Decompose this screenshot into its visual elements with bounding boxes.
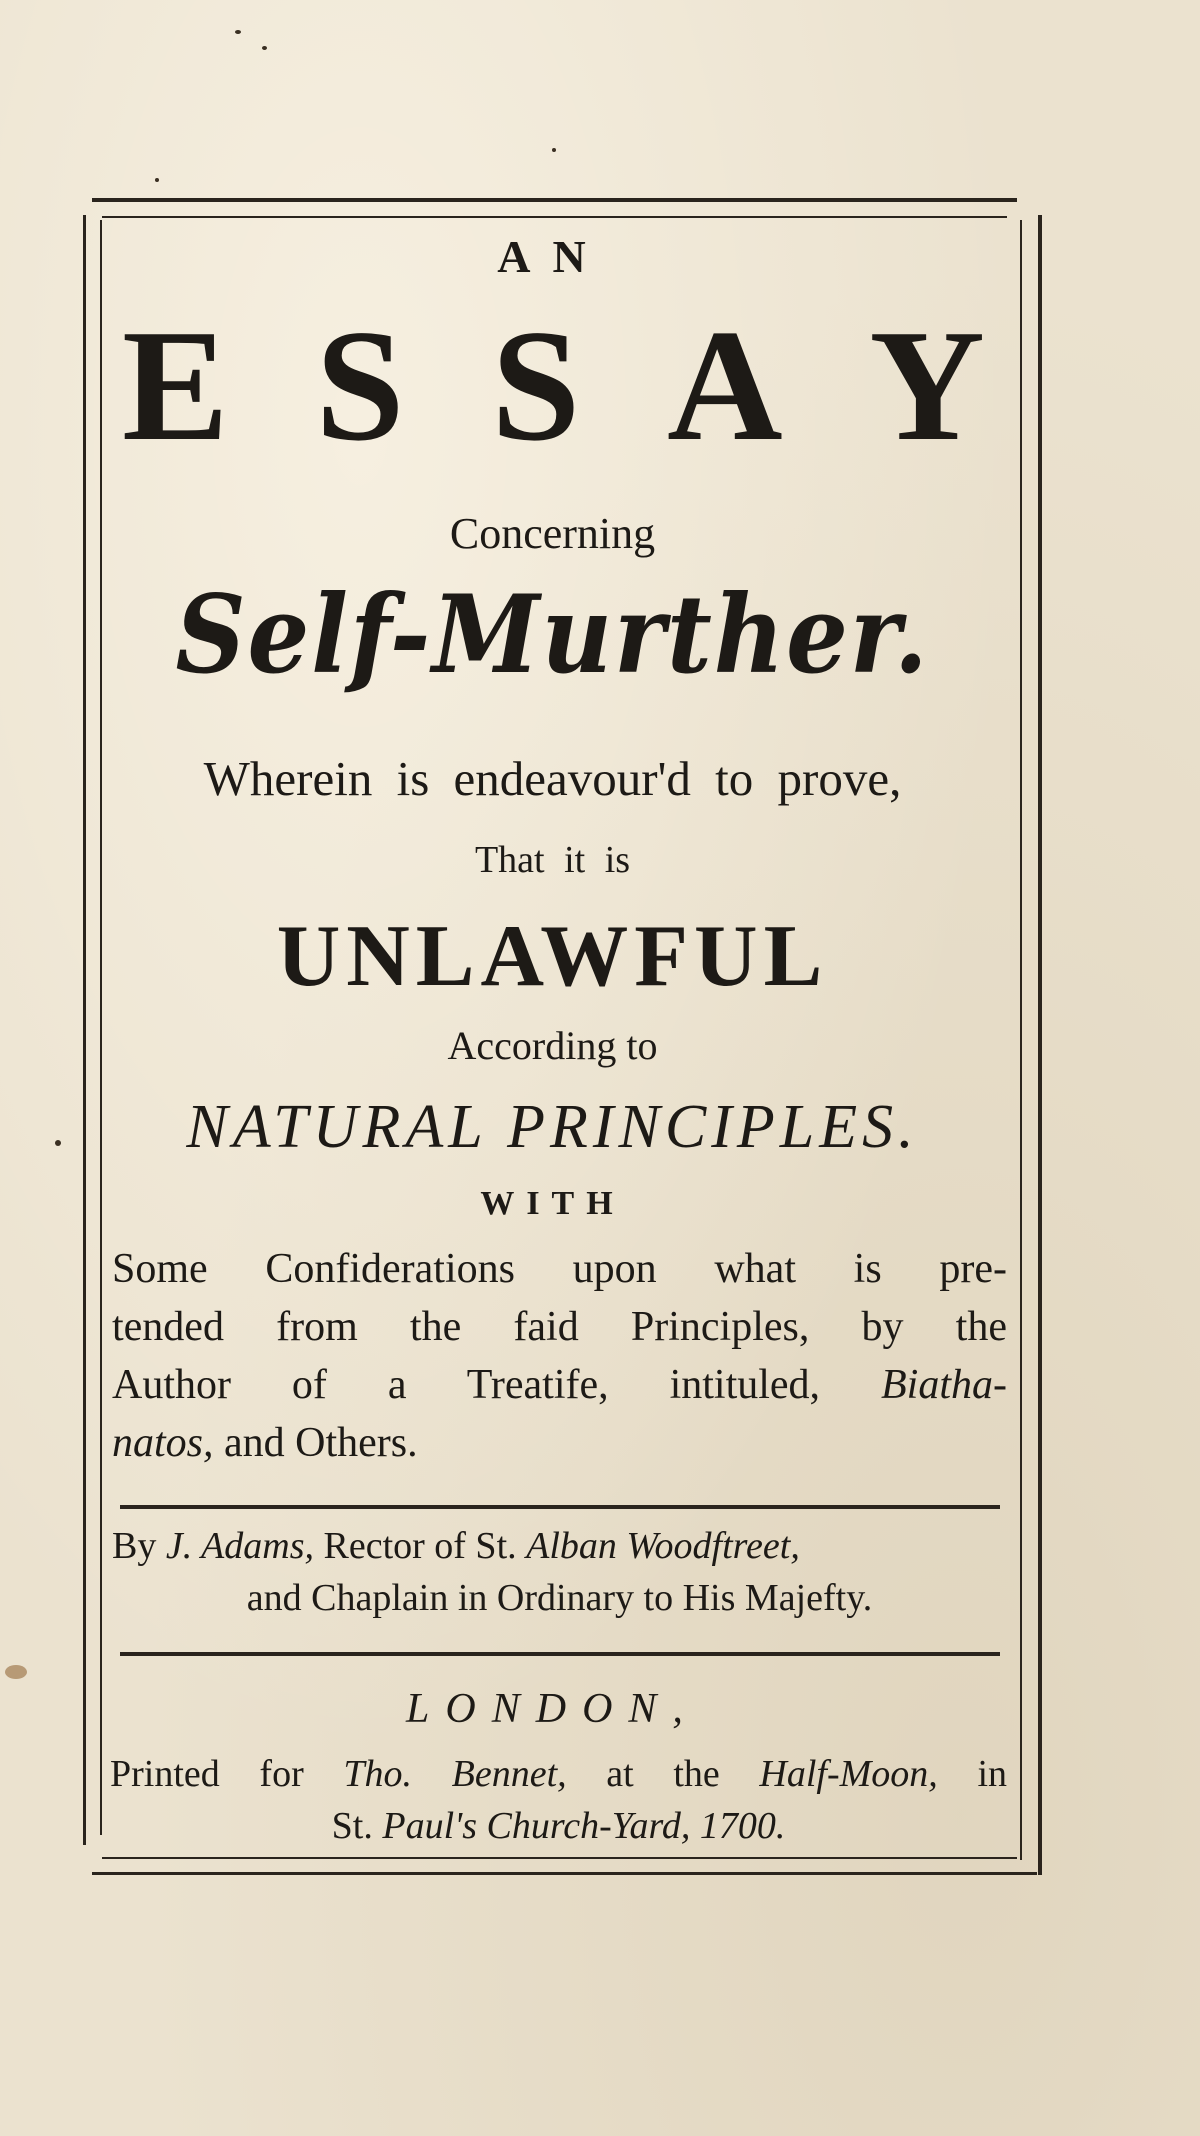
divider-rule-lower [120, 1652, 1000, 1656]
frame-right-rule [1038, 215, 1042, 1875]
imprint-text: Printed for [110, 1753, 304, 1795]
divider-rule-upper [120, 1505, 1000, 1509]
frame-right-rule-inner [1020, 220, 1022, 1860]
imprint-text: St. [331, 1805, 373, 1847]
essay-letter: A [667, 296, 783, 474]
that-it-is-line: That it is [474, 839, 631, 881]
imprint-text: at the [606, 1753, 720, 1795]
byline-parish: Alban Woodftreet, [526, 1525, 800, 1567]
considerations-line [112, 1414, 1007, 1472]
essay-letter: E [122, 296, 229, 474]
unlawful-heading: UNLAWFUL [276, 908, 829, 1005]
considerations-text: and Others. [224, 1420, 418, 1466]
paper-speck [552, 148, 556, 152]
byline-rector: Rector of St. [323, 1525, 517, 1567]
with-line: WITH [480, 1185, 625, 1222]
author-name: J. Adams, [165, 1525, 314, 1567]
essay-letter: S [491, 296, 581, 474]
considerations-italic: Biatha- [881, 1362, 1007, 1408]
imprint-line [110, 1748, 1007, 1800]
byline-line: and Chaplain in Ordinary to His Majefty. [246, 1577, 873, 1619]
wherein-line: Wherein is endeavour'd to prove, [203, 751, 902, 806]
imprint-year: 1700. [699, 1805, 786, 1847]
author-byline [112, 1520, 1007, 1624]
considerations-italic: natos, [112, 1420, 214, 1466]
according-to-line: According to [447, 1023, 658, 1068]
frame-left-rule [83, 215, 86, 1845]
imprint-sign: Half-Moon, [759, 1753, 938, 1795]
paper-speck [262, 46, 267, 50]
imprint-city: LONDON, [406, 1686, 699, 1732]
frame-top-rule-inner [102, 216, 1007, 218]
subject-blackletter: Self-Murther. [175, 572, 930, 698]
paper-speck [235, 30, 241, 34]
byline-line [112, 1520, 1007, 1572]
imprint [110, 1748, 1007, 1852]
heading-essay [100, 296, 1005, 474]
essay-letter: S [315, 296, 405, 474]
paper-speck [55, 1140, 61, 1146]
byline-by: By [112, 1525, 157, 1567]
paper-speck [155, 178, 159, 182]
heading-an: AN [497, 231, 608, 282]
imprint-text: in [977, 1753, 1007, 1795]
frame-bottom-rule-inner [102, 1857, 1017, 1859]
considerations-line: Some Confiderations upon what is pre- [112, 1246, 1007, 1292]
considerations-line: tended from the faid Principles, by the [112, 1304, 1007, 1350]
imprint-printer: Tho. Bennet, [343, 1753, 567, 1795]
considerations-text: Author of a Treatife, intituled, [112, 1362, 821, 1408]
imprint-line [110, 1800, 1007, 1852]
paper-stain [5, 1665, 27, 1679]
natural-principles-heading: NATURAL PRINCIPLES. [186, 1093, 919, 1161]
frame-bottom-rule [92, 1872, 1037, 1875]
essay-letter: Y [869, 296, 985, 474]
considerations-paragraph [112, 1240, 1007, 1472]
considerations-line [112, 1356, 1007, 1414]
imprint-location: Paul's Church-Yard, [382, 1805, 691, 1847]
concerning-line: Concerning [449, 509, 656, 558]
frame-top-rule [92, 198, 1017, 202]
